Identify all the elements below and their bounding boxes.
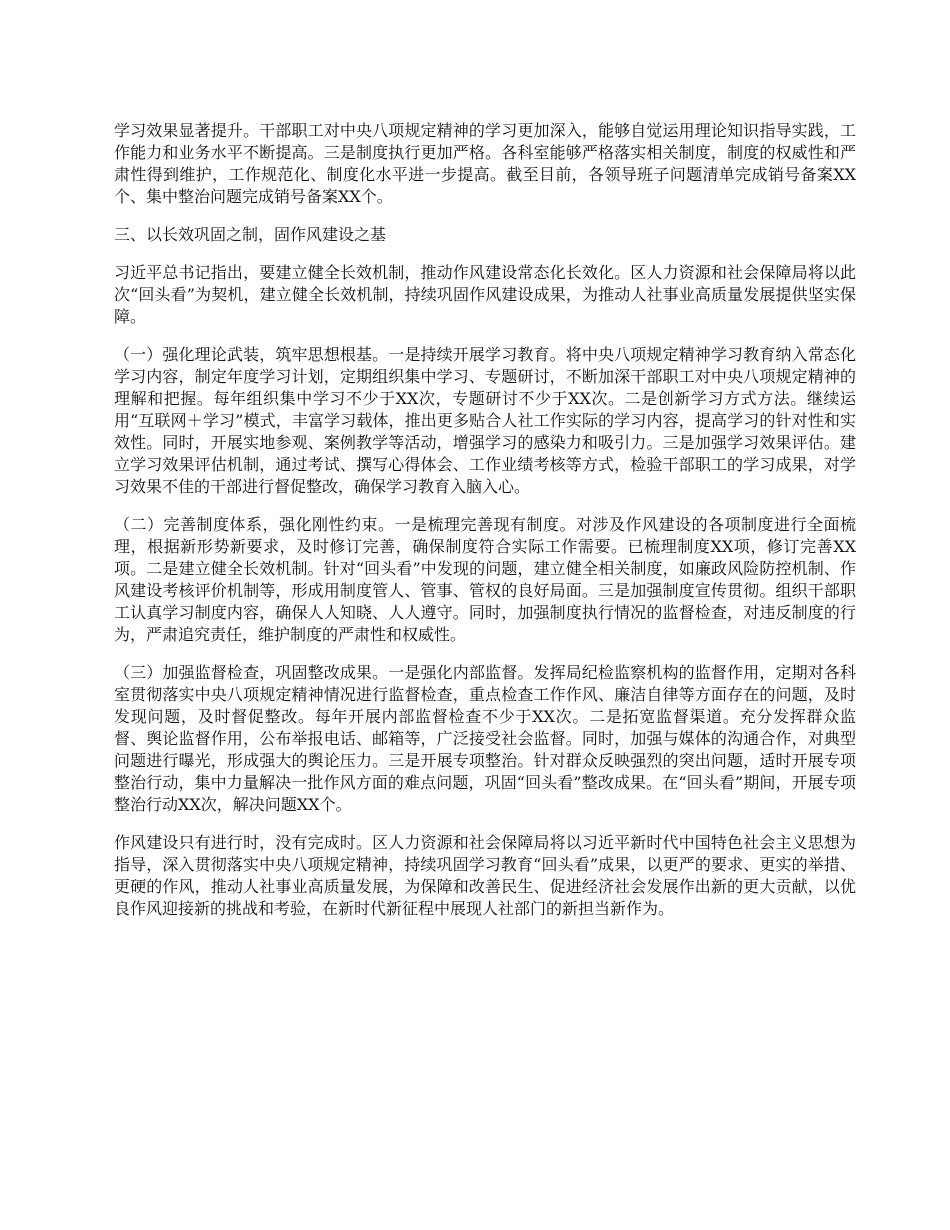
paragraph-learning-results: 学习效果显著提升。干部职工对中央八项规定精神的学习更加深入，能够自觉运用理论知识指导实践，工作能力和业务水平不断提高。三是制度执行更加严格。各科室能够严格落实相关制度，制度的权威性和严肃性得到维护，工作规范化、制度化水平进一步提高。截至目前，各领导班子问题清单完成销号备案XX个、集中整治问题完成销号备案XX个。	[114, 121, 856, 206]
paragraph-supervision: （三）加强监督检查，巩固整改成果。一是强化内部监督。发挥局纪检监察机构的监督作用，定期对各科室贯彻落实中央八项规定精神情况进行监督检查，重点检查工作作风、廉洁自律等方面存在的问题，及时发现问题，及时督促整改。每年开展内部监督检查不少于XX次。二是拓宽监督渠道。充分发挥群众监督、舆论监督作用，公布举报电话、邮箱等，广泛接受社会监督。同时，加强与媒体的沟通合作，对典型问题进行曝光，形成强大的舆论压力。三是开展专项整治。针对群众反映强烈的突出问题，适时开展专项整治行动，集中力量解决一批作风方面的难点问题，巩固“回头看”整改成果。在“回头看”期间，开展专项整治行动XX次，解决问题XX个。	[114, 663, 856, 814]
paragraph-conclusion: 作风建设只有进行时，没有完成时。区人力资源和社会保障局将以习近平新时代中国特色社会主义思想为指导，深入贯彻落实中央八项规定精神，持续巩固学习教育“回头看”成果，以更严的要求、更实的举措、更硬的作风，推动人社事业高质量发展，为保障和改善民生、促进经济社会发展作出新的更大贡献，以优良作风迎接新的挑战和考验，在新时代新征程中展现人社部门的新担当新作为。	[114, 833, 856, 918]
paragraph-system: （二）完善制度体系，强化刚性约束。一是梳理完善现有制度。对涉及作风建设的各项制度进行全面梳理，根据新形势新要求，及时修订完善，确保制度符合实际工作需要。已梳理制度XX项，修订完善XX项。二是建立健全长效机制。针对“回头看”中发现的问题，建立健全相关制度，如廉政风险防控机制、作风建设考核评价机制等，形成用制度管人、管事、管权的良好局面。三是加强制度宣传贯彻。组织干部职工认真学习制度内容，确保人人知晓、人人遵守。同时，加强制度执行情况的监督检查，对违反制度的行为，严肃追究责任，维护制度的严肃性和权威性。	[114, 515, 856, 644]
paragraph-intro: 习近平总书记指出，要建立健全长效机制，推动作风建设常态化长效化。区人力资源和社会保障局将以此次“回头看”为契机，建立健全长效机制，持续巩固作风建设成果，为推动人社事业高质量发展提供坚实保障。	[114, 263, 856, 326]
document-page	[114, 120, 856, 936]
paragraph-theory: （一）强化理论武装，筑牢思想根基。一是持续开展学习教育。将中央八项规定精神学习教育纳入常态化学习内容，制定年度学习计划，定期组织集中学习、专题研讨，不断加深干部职工对中央八项规定精神的理解和把握。每年组织集中学习不少于XX次，专题研讨不少于XX次。二是创新学习方式方法。继续运用“互联网＋学习”模式，丰富学习载体，推出更多贴合人社工作实际的学习内容，提高学习的针对性和实效性。同时，开展实地参观、案例教学等活动，增强学习的感染力和吸引力。三是加强学习效果评估。建立学习效果评估机制，通过考试、撰写心得体会、工作业绩考核等方式，检验干部职工的学习成果，对学习效果不佳的干部进行督促整改，确保学习教育入脑入心。	[114, 345, 856, 496]
section-heading-three: 三、以长效巩固之制，固作风建设之基	[114, 225, 387, 244]
